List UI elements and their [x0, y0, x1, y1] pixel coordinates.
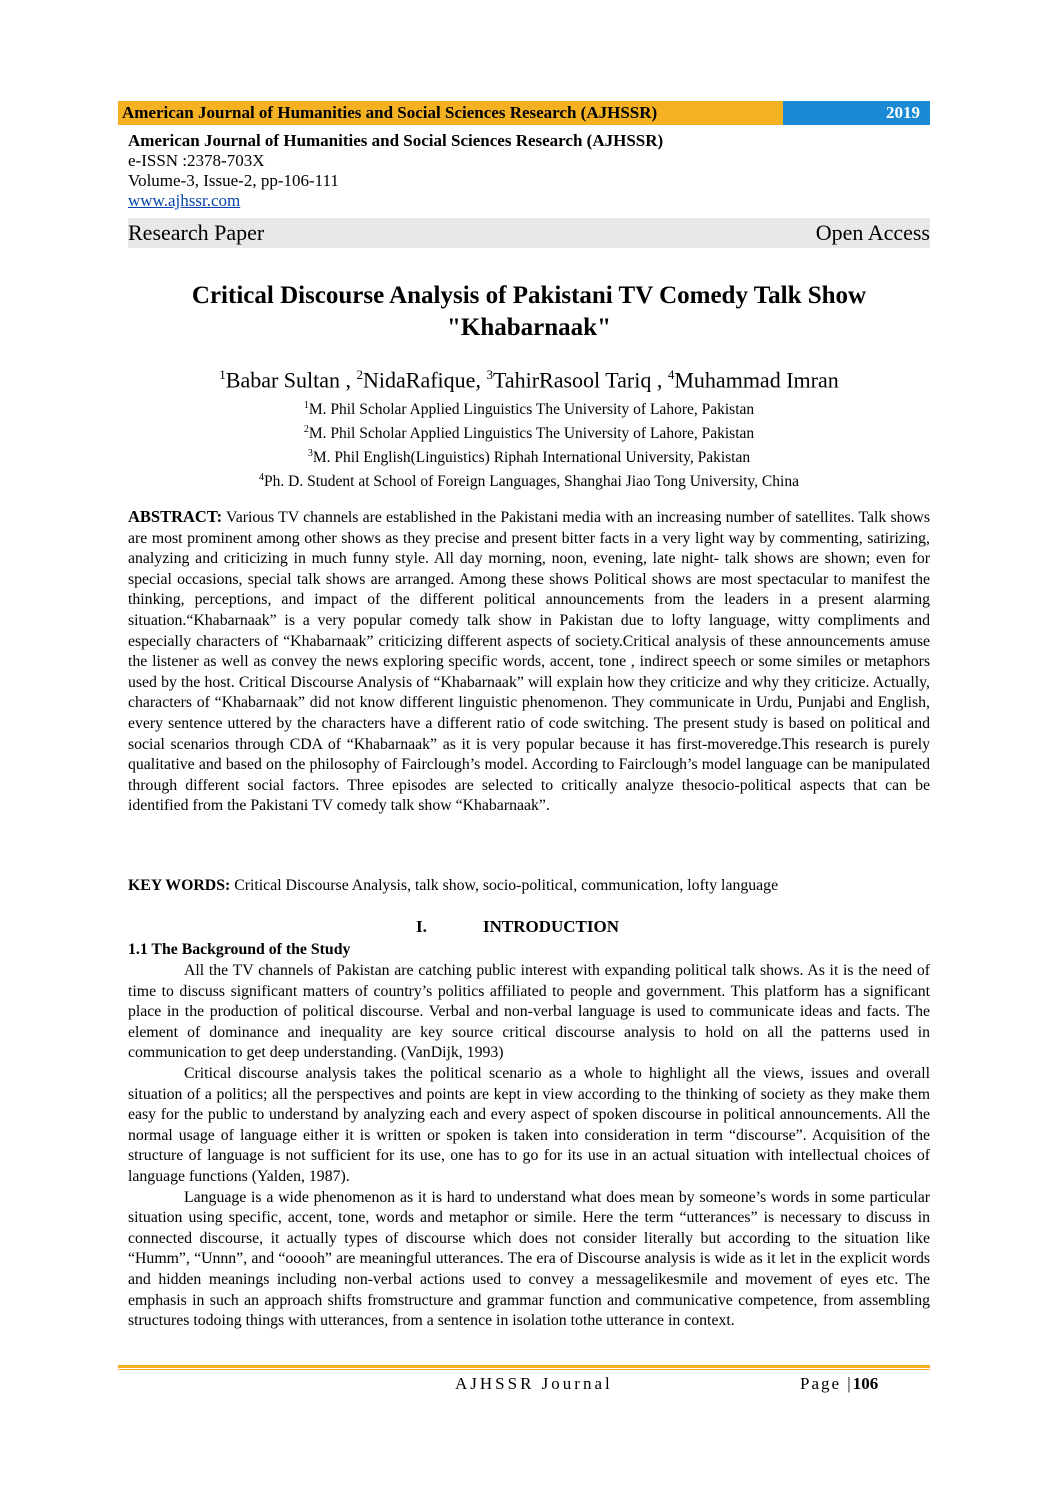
paragraph-1: All the TV channels of Pakistan are catching public interest with expanding political talk shows. As it is the need of time to discuss significant matters of country’s politics affiliated to people and government. This platform has a significant place in the production of political discourse. Verbal and non-verbal language is used to communicate ideas and facts. The element of dominance and inequality are key source critical discourse analysis to hold on all the patterns used in communication to get deep understanding. (VanDijk, 1993)	[128, 962, 930, 1062]
affiliation-2: $^2$M. Phil Scholar Applied Linguistics The University of Lahore, Pakistan	[303, 424, 755, 443]
access-type: Open Access	[815, 220, 930, 245]
journal-name: American Journal of Humanities and Social Sciences Research (AJHSSR)	[128, 131, 664, 150]
subsection-heading: 1.1 The Background of the Study	[128, 941, 351, 958]
affiliation-3: $^3$M. Phil English(Linguistics) Riphah International University, Pakistan	[307, 448, 751, 467]
author-4-sup: 4	[667, 367, 675, 382]
author-2-sup: 2	[356, 367, 364, 382]
journal-header-band	[118, 101, 930, 125]
affiliation-1: $^1$M. Phil Scholar Applied Linguistics The University of Lahore, Pakistan	[303, 400, 755, 419]
header-journal-title: American Journal of Humanities and Social Sciences Research (AJHSSR)	[118, 101, 783, 125]
abstract-text: Various TV channels are established in the Pakistani media with an increasing number of satellites. Talk shows are most prominent among other shows as they precise and present bitter facts in a very light way by commenting, satirizing, analyzing and criticizing in much funny style. All day morning, noon, evening, late night- talk shows are shown; even for special occasions, special talk shows are arranged. Among these shows Political shows are most spectacular to manifest the thinking, perceptions, and impact of the different political announcements from the leaders in a present alarming situation.“Khabarnaak” is a very popular comedy talk show in Pakistan due to lofty language, witty compliments and especially characters of “Khabarnaak” criticizing different aspects of society.Critical analysis of these announcements amuse the listener as well as convey the news exploring specific words, accent, tone , indirect speech or some similes or metaphors used by the host. Critical Discourse Analysis of “Khabarnaak” will explain how they criticize and why they criticize. Actually, characters of “Khabarnaak” did not know different linguistic phenomenon. They communicate in Urdu, Punjabi and English, every sentence uttered by the characters have a different ratio of code switching. The present study is based on political and social scenarios through CDA of “Khabarnaak” as it is very popular because it has first-moveredge.This research is purely qualitative and based on the philosophy of Fairclough’s model. According to Fairclough’s model language can be manipulated through different social factors. Three episodes are selected to critically analyze thesocio-political aspects that can be identified from the Pakistani TV comedy talk show “Khabarnaak”.	[128, 509, 930, 815]
footer-rule-thick	[118, 1365, 930, 1368]
author-3: TahirRasool Tariq ,	[492, 367, 663, 393]
author-1-sup: 1	[219, 367, 226, 382]
affiliation-list	[128, 396, 930, 493]
footer-journal: AJHSSR Journal	[455, 1374, 613, 1393]
paper-type: Research Paper	[128, 220, 265, 245]
volume-issue: Volume-3, Issue-2, pp-106-111	[128, 171, 339, 190]
footer-page-number: 106	[852, 1374, 879, 1393]
footer-page-label: Page |	[800, 1374, 853, 1393]
paper-title	[128, 280, 930, 344]
section-number: I.	[416, 917, 427, 936]
author-1: Babar Sultan ,	[225, 367, 352, 393]
introduction-body	[128, 961, 930, 1332]
abstract-label: ABSTRACT:	[128, 507, 223, 526]
paper-type-bar	[128, 218, 930, 248]
keywords-text: Critical Discourse Analysis, talk show, socio-political, communication, lofty language	[234, 877, 779, 894]
header-year: 2019	[783, 101, 930, 125]
abstract	[128, 507, 930, 817]
footer-rule-thin	[118, 1369, 930, 1370]
author-2: NidaRafique,	[363, 367, 481, 393]
keywords	[128, 877, 930, 895]
journal-meta	[128, 131, 663, 211]
paragraph-3: Language is a wide phenomenon as it is hard to understand what does mean by someone’s words in some particular situation using specific, accent, tone, words and metaphor or simile. Here the term “utterances” is necessary to discuss in connected discourse, it actually types of discourse which does not consider literally but according to the situation like “Humm”, “Unnn”, and “ooooh” are meaningful utterances. The era of Discourse analysis is wide as it let in the explicit words and hidden meanings including non-verbal actions used to convey a messagelikesmile and movement of eyes etc. The emphasis in such an approach shifts fromstructure and grammar function and communicative competence, from assembling structures todoing things with utterances, from a sentence in isolation tothe utterance in context.	[128, 1188, 930, 1330]
author-3-sup: 3	[486, 367, 493, 382]
title-line-2: "Khabarnaak"	[447, 314, 611, 341]
author-list	[128, 367, 930, 393]
footer-page	[800, 1374, 878, 1394]
section-title: INTRODUCTION	[483, 917, 620, 936]
affiliation-4: $^4$Ph. D. Student at School of Foreign Languages, Shanghai Jiao Tong University, China	[259, 472, 799, 491]
paragraph-2: Critical discourse analysis takes the political scenario as a whole to highlight all the views, issues and overall situation of a politics; all the perspectives and points are kept in view according to the thinking of society as they make them easy for the public to understand by analyzing each and every aspect of spoken discourse in political announcements. All the normal usage of language either it is written or spoken is taken into consideration in term “discourse”. Acquisition of the structure of language is not sufficient for its use, one has to go for its use in an actual situation with intellectual choices of language functions (Yalden, 1987).	[128, 1064, 930, 1185]
author-4: Muhammad Imran	[674, 367, 839, 393]
keywords-label: KEY WORDS:	[128, 877, 231, 894]
title-line-1: Critical Discourse Analysis of Pakistani TV Comedy Talk Show	[191, 282, 867, 309]
journal-website-link[interactable]: www.ajhssr.com	[128, 191, 241, 210]
issn: e-ISSN :2378-703X	[128, 151, 265, 170]
